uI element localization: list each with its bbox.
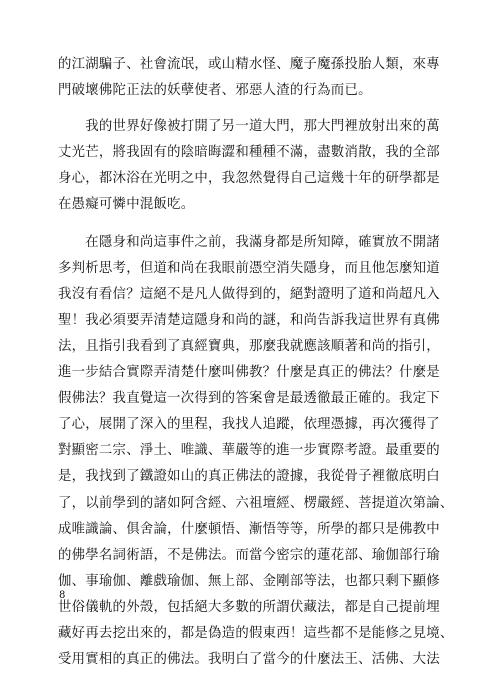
text-line: 對顯密二宗、淨土、唯識、華嚴等的進一步實際考證。最重要的 [58, 443, 440, 459]
text-line: 我的世界好像被打開了另一道大門，那大門裡放射出來的萬 [58, 119, 440, 135]
paragraph-1 [58, 52, 444, 104]
text-line: 藏好再去挖出來的，都是偽造的假東西！這些都不是能修之見境、 [58, 625, 454, 641]
text-line: 是，我找到了鐵證如山的真正佛法的證據，我從骨子裡徹底明白 [58, 469, 440, 485]
text-line: 在愚癡可憐中混飯吃。 [58, 197, 195, 213]
text-line: 假佛法？我直覺這一次得到的答案會是最透徹最正確的。我定下 [58, 391, 440, 407]
text-line: 門破壞佛陀正法的妖孽使者、邪惡人渣的行為而已。 [58, 83, 372, 99]
text-line: 我沒有看信？這絕不是凡人做得到的，絕對證明了道和尚超凡入 [58, 286, 440, 302]
text-line: 的江湖騙子、社會流氓，或山精水怪、魔子魔孫投胎人類，來專 [58, 57, 440, 72]
text-line: 成唯識論、俱舍論，什麼頓悟、漸悟等等，所學的都只是佛教中 [58, 521, 440, 537]
body-text [58, 52, 454, 673]
text-line: 丈光芒，將我固有的陰暗晦澀和種種不滿，盡數消散，我的全部 [58, 145, 440, 161]
page-number: 8 [59, 590, 66, 601]
text-line: 受用實相的真正的佛法。我明白了當今的什麼法王、活佛、大法 [58, 652, 440, 668]
text-line: 伽、事瑜伽、離戲瑜伽、無上部、金剛部等法，也都只剩下顯修 [58, 573, 440, 589]
text-line: 多判析思考，但道和尚在我眼前憑空消失隱身，而且他怎麼知道 [58, 260, 440, 276]
text-line: 聖！我必須要弄清楚這隱身和尚的謎，和尚告訴我這世界有真佛 [58, 312, 440, 328]
text-line: 法，且指引我看到了真經寶典，那麼我就應該順著和尚的指引， [58, 338, 440, 354]
text-line: 了，以前學到的諸如阿含經、六祖壇經、楞嚴經、菩提道次第論、 [58, 495, 454, 511]
paragraph-2 [58, 114, 444, 218]
text-line: 進一步結合實際弄清楚什麼叫佛教？什麼是真正的佛法？什麼是 [58, 365, 440, 381]
text-line: 的佛學名詞術語，不是佛法。而當今密宗的蓮花部、瑜伽部行瑜 [58, 547, 440, 563]
text-line: 在隱身和尚這事件之前，我滿身都是所知障，確實放不開諸 [58, 234, 440, 250]
text-line: 了心，展開了深入的里程，我找人追蹤，依理憑據，再次獲得了 [58, 417, 440, 433]
text-line: 世俗儀軌的外殼，包括絕大多數的所謂伏藏法，都是自己提前埋 [58, 599, 440, 615]
paragraph-3 [58, 230, 454, 673]
text-line: 身心，都沐浴在光明之中，我忽然覺得自己這幾十年的研學都是 [58, 171, 440, 187]
